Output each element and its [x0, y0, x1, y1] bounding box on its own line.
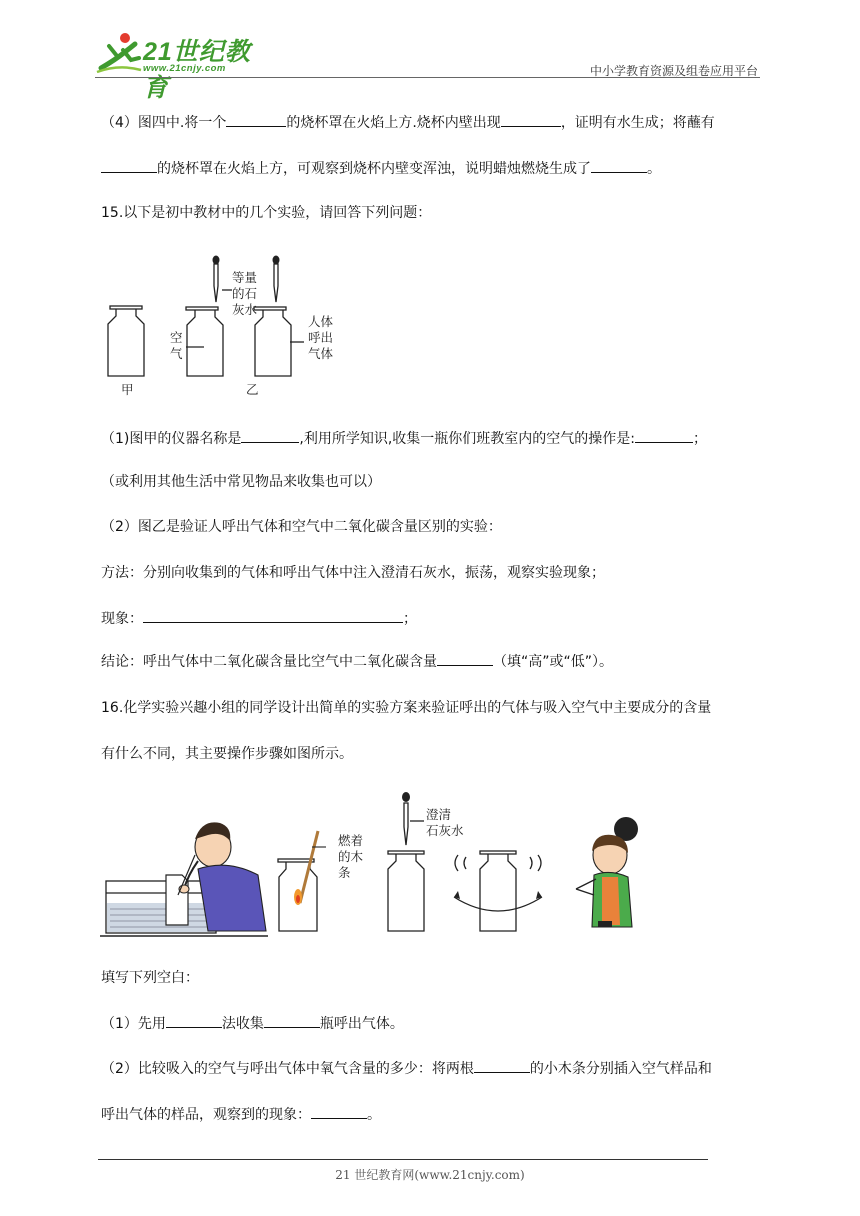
answer-blank[interactable]	[143, 608, 403, 623]
text: 条	[338, 865, 351, 880]
q15-2-line: （2）图乙是验证人呼出气体和空气中二氧化碳含量区别的实验：	[101, 519, 502, 535]
text: 呼出气体的样品，观察到的现象：	[101, 1107, 311, 1123]
page-footer: 21 世纪教育网(www.21cnjy.com)	[335, 1168, 525, 1182]
text: 气	[170, 346, 183, 361]
text: 。	[647, 161, 661, 177]
text: 空	[170, 330, 183, 345]
text: 澄清	[426, 807, 452, 822]
q15-conclusion	[101, 651, 613, 672]
text: （填“高”或“低”）。	[493, 654, 614, 670]
label-yi: 乙	[246, 382, 259, 397]
logo	[95, 30, 275, 102]
answer-blank[interactable]	[474, 1058, 530, 1073]
text: 气体	[308, 346, 334, 361]
clear-limewater-label	[426, 807, 464, 839]
text: 灰水	[232, 302, 258, 317]
text: 人体	[308, 314, 334, 329]
burning-stick-label	[338, 833, 363, 881]
answer-blank[interactable]	[101, 158, 157, 173]
text: 的烧杯罩在火焰上方.烧杯内壁出现	[286, 115, 501, 131]
answer-blank[interactable]	[166, 1013, 222, 1028]
text: （1）先用	[101, 1016, 166, 1032]
text: （1)图甲的仪器名称是	[101, 431, 242, 447]
answer-blank[interactable]	[501, 112, 561, 127]
q15-1-line	[101, 428, 707, 449]
q16-stem-line1: 16.化学实验兴趣小组的同学设计出简单的实验方案来验证呼出的气体与吸入空气中主要成分的含量	[101, 700, 712, 716]
text: （4）图四中.将一个	[101, 115, 227, 131]
q16-figure	[98, 785, 658, 940]
page-header	[95, 30, 760, 102]
text: 的烧杯罩在火焰上方，可观察到烧杯内壁变浑浊，说明蜡烛燃烧生成了	[157, 161, 591, 177]
q16-stem-line2: 有什么不同，其主要操作步骤如图所示。	[101, 746, 353, 762]
answer-blank[interactable]	[635, 428, 693, 443]
answer-blank[interactable]	[437, 651, 493, 666]
text: 的木	[338, 849, 364, 864]
answer-blank[interactable]	[591, 158, 647, 173]
q16-2-line2	[101, 1104, 381, 1125]
text: ，证明有水生成；将蘸有	[560, 115, 715, 131]
text: 的小木条分别插入空气样品和	[529, 1061, 712, 1077]
footer-divider	[98, 1159, 708, 1160]
text: 。	[367, 1107, 381, 1123]
answer-blank[interactable]	[241, 428, 299, 443]
q16-2-line1	[101, 1058, 712, 1079]
exhaled-gas-label	[308, 314, 333, 362]
q15-1-note: （或利用其他生活中常见物品来收集也可以）	[101, 474, 381, 490]
text: （2）比较吸入的空气与呼出气体中氧气含量的多少：将两根	[101, 1061, 474, 1077]
platform-name: 中小学教育资源及组卷应用平台	[589, 64, 758, 78]
answer-blank[interactable]	[226, 112, 286, 127]
logo-title: 21世纪教育	[143, 38, 251, 102]
text: 燃着	[338, 833, 364, 848]
q15-method: 方法：分别向收集到的气体和呼出气体中注入澄清石灰水，振荡，观察实验现象；	[101, 565, 605, 581]
text: ；	[403, 611, 417, 627]
text: 现象：	[101, 611, 143, 627]
q15-stem: 15.以下是初中教材中的几个实验，请回答下列问题：	[101, 205, 432, 221]
answer-blank[interactable]	[264, 1013, 320, 1028]
text: 呼出	[308, 330, 334, 345]
breathing-experiment-icon	[98, 785, 658, 940]
q16-fill: 填写下列空白：	[101, 970, 199, 986]
header-divider	[95, 77, 760, 78]
text: 的石	[232, 286, 258, 301]
text: ,利用所学知识,收集一瓶你们班教室内的空气的操作是:	[299, 431, 635, 447]
q14-4-line1	[101, 112, 715, 133]
text: 瓶呼出气体。	[319, 1016, 404, 1032]
answer-blank[interactable]	[311, 1104, 367, 1119]
text: 等量	[232, 270, 258, 285]
text: 结论：呼出气体中二氧化碳含量比空气中二氧化碳含量	[101, 654, 437, 670]
q15-figure	[100, 250, 350, 400]
logo-url: www.21cnjy.com	[143, 63, 226, 74]
air-label	[170, 330, 183, 362]
q16-1-line	[101, 1013, 404, 1034]
q14-4-line2	[101, 158, 661, 179]
runner-logo-icon	[95, 30, 143, 76]
text: 石灰水	[426, 823, 464, 838]
limewater-label	[232, 270, 257, 318]
q15-phenomenon	[101, 608, 417, 629]
text: 法收集	[221, 1016, 264, 1032]
label-jia: 甲	[121, 382, 134, 397]
text: ；	[693, 431, 707, 447]
